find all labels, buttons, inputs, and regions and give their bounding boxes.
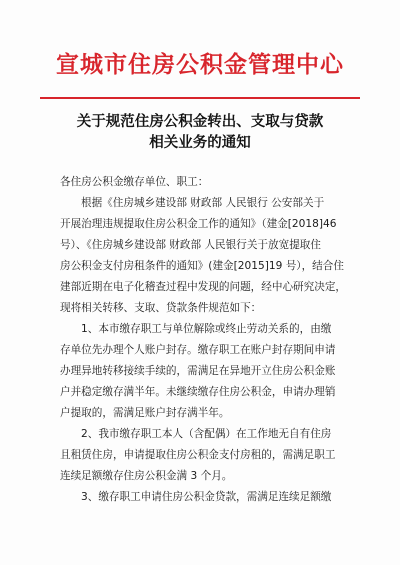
document-title-line-1: 关于规范住房公积金转出、支取与贷款: [76, 114, 324, 130]
body-line: 连续足额缴存住房公积金满 3 个月。: [60, 470, 233, 482]
body-line: 且租赁住房，申请提取住房公积金支付房租的，需满足职工: [60, 449, 336, 461]
body-line: 建部近期在电子化稽查过程中发现的问题，经中心研究决定，: [60, 281, 347, 293]
org-letterhead-title: 宣城市住房公积金管理中心: [56, 51, 344, 78]
body-line: 办理异地转移接续手续的，需满足在异地开立住房公积金账: [60, 365, 336, 377]
body-line: 2、我市缴存职工本人（含配偶）在工作地无自有住房: [81, 428, 332, 440]
body-line: 户并稳定缴存满半年。未继续缴存住房公积金，申请办理销: [60, 386, 336, 398]
document-title-line-2: 相关业务的通知: [149, 135, 251, 151]
body-line: 房公积金支付房租条件的通知》(建金[2015]19 号），结合住: [60, 260, 344, 272]
salutation: 各住房公积金缴存单位、职工：: [60, 176, 209, 188]
document-body: [60, 172, 352, 508]
body-line: 现将相关转移、支取、贷款条件规范如下：: [60, 302, 262, 314]
body-line: 开展治理违规提取住房公积金工作的通知》（建金[2018]46: [60, 218, 337, 230]
body-line: 根据《住房城乡建设部 财政部 人民银行 公安部关于: [81, 197, 325, 209]
body-line: 3、缴存职工申请住房公积金贷款，需满足连续足额缴: [81, 491, 332, 503]
body-line: 户提取的，需满足账户封存满半年。: [60, 407, 230, 419]
body-line: 存单位先办理个人账户封存。缴存职工在账户封存期间申请: [60, 344, 336, 356]
letterhead-divider: [40, 97, 360, 99]
body-line: 1、本市缴存职工与单位解除或终止劳动关系的，由缴: [81, 323, 332, 335]
body-line: 号）、《住房城乡建设部 财政部 人民银行关于放宽提取住: [60, 239, 321, 251]
